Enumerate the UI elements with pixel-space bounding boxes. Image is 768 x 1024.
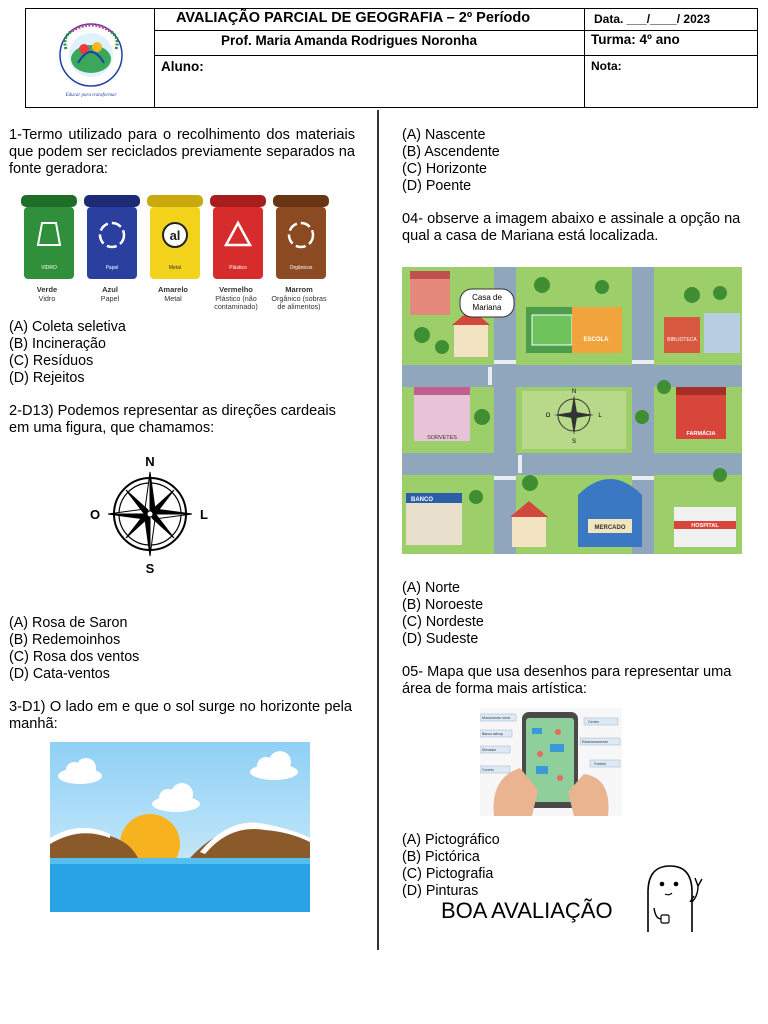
pharmacy-label: FARMÁCIA — [686, 431, 716, 437]
score-field[interactable]: Nota: — [591, 59, 622, 73]
question-3-options — [402, 127, 500, 195]
option-b[interactable]: (B) Ascendente — [402, 144, 500, 160]
bin-label-blue: Azul Papel — [100, 285, 120, 303]
bin-yellow — [147, 195, 203, 279]
grade-label: Turma: 4º ano — [591, 32, 680, 47]
option-b[interactable]: (B) Redemoinhos — [9, 632, 121, 648]
sunrise-image — [50, 742, 310, 912]
bin-red — [210, 195, 266, 279]
option-b[interactable]: (B) Incineração — [9, 336, 106, 352]
logo-motto: Educar para transformar — [65, 93, 117, 98]
option-c[interactable]: (C) Rosa dos ventos — [9, 649, 140, 665]
bin-blue — [84, 195, 140, 279]
svg-text:L: L — [598, 413, 602, 419]
option-c[interactable]: (C) Pictografia — [402, 866, 494, 882]
option-a[interactable]: (A) Coleta seletiva — [9, 319, 126, 335]
question-2-options — [9, 615, 139, 683]
question-4-text: 04- observe a imagem abaixo e assinale a opção na qual a casa de Mariana está localizada. — [402, 211, 741, 244]
phone-label: Monumento ruína — [482, 716, 511, 720]
option-a[interactable]: (A) Pictográfico — [402, 832, 500, 848]
option-d[interactable]: (D) Cata-ventos — [9, 666, 110, 682]
question-1-text: 1-Termo utilizado para o recolhimento dos materiais que podem ser reciclados previamente separados na fonte geradora: — [9, 127, 355, 177]
question-5-options — [402, 832, 500, 900]
phone-label: Centro — [588, 720, 599, 724]
library-label: BIBLIOTECA — [667, 337, 697, 343]
svg-text:S: S — [571, 439, 577, 445]
compass-east-label: L — [200, 507, 208, 522]
compass-west-label: O — [89, 507, 101, 522]
recycling-bins-image — [16, 193, 336, 318]
bank-label: BANCO — [411, 497, 433, 503]
svg-text:O: O — [545, 413, 551, 419]
option-b[interactable]: (B) Noroeste — [402, 597, 484, 613]
school-label: ESCOLA — [583, 337, 609, 343]
bin-green — [21, 195, 77, 279]
phone-label: Estacionamento — [582, 740, 608, 744]
question-5-text: 05- Mapa que usa desenhos para representar uma área de forma mais artística: — [402, 664, 732, 697]
compass-rose-image — [80, 452, 220, 577]
svg-text:al: al — [169, 228, 181, 243]
option-d[interactable]: (D) Rejeitos — [9, 370, 85, 386]
svg-text:Orgânicos: Orgânicos — [289, 265, 313, 271]
date-field[interactable]: Data. ___/____/ 2023 — [594, 12, 711, 26]
student-label[interactable]: Aluno: — [161, 59, 204, 74]
option-d[interactable]: (D) Sudeste — [402, 631, 479, 647]
phone-label: Futebol — [594, 762, 606, 766]
question-3-text: 3-D1) O lado em e que o sol surge no horizonte pela manhã: — [9, 699, 352, 732]
city-map-image — [402, 267, 742, 554]
column-divider — [377, 110, 379, 950]
option-d[interactable]: (D) Pinturas — [402, 883, 479, 899]
svg-text:N: N — [571, 389, 577, 395]
hospital-label: HOSPITAL — [691, 523, 719, 529]
bin-label-green: Verde Vidro — [36, 285, 58, 303]
school-logo — [54, 19, 128, 101]
cartoon-character-drawing — [638, 862, 708, 934]
option-a[interactable]: (A) Rosa de Saron — [9, 615, 128, 631]
question-2-text: 2-D13) Podemos representar as direções cardeais em uma figura, que chamamos: — [9, 403, 336, 436]
option-a[interactable]: (A) Norte — [402, 580, 460, 596]
compass-north-label: N — [145, 454, 155, 469]
option-c[interactable]: (C) Horizonte — [402, 161, 488, 177]
option-c[interactable]: (C) Resíduos — [9, 353, 94, 369]
svg-text:Metal: Metal — [168, 265, 182, 271]
question-4-options — [402, 580, 484, 648]
option-a[interactable]: (A) Nascente — [402, 127, 486, 143]
bin-brown — [273, 195, 329, 279]
svg-text:Papel: Papel — [105, 265, 119, 271]
callout-line-2: Mariana — [472, 303, 502, 312]
bin-label-red: Vermelho Plástico (não contaminado) — [214, 285, 258, 311]
phone-label: Correio — [482, 768, 494, 772]
svg-text:Plástico: Plástico — [229, 265, 247, 271]
bin-label-brown: Marrom Orgânico (sobras de alimentos) — [271, 285, 327, 311]
option-d[interactable]: (D) Poente — [402, 178, 472, 194]
question-1-options — [9, 319, 126, 387]
phone-label: Elevador — [482, 748, 497, 752]
good-luck-message: BOA AVALIAÇÃO — [441, 898, 613, 923]
compass-south-label: S — [145, 561, 155, 576]
exam-title: AVALIAÇÃO PARCIAL DE GEOGRAFIA – 2º Período — [176, 10, 531, 26]
option-c[interactable]: (C) Nordeste — [402, 614, 484, 630]
header-table — [25, 8, 758, 108]
market-label: MERCADO — [594, 525, 626, 531]
teacher-name: Prof. Maria Amanda Rodrigues Noronha — [221, 33, 478, 48]
pictographic-map-phone-image — [480, 708, 622, 816]
callout-line-1: Casa de — [472, 293, 502, 302]
option-b[interactable]: (B) Pictórica — [402, 849, 480, 865]
bin-label-yellow: Amarelo Metal — [157, 285, 188, 303]
svg-text:VIDRO: VIDRO — [41, 265, 57, 271]
phone-label: Banco advup — [482, 732, 503, 736]
ice-cream-label: SORVETES — [427, 435, 457, 441]
